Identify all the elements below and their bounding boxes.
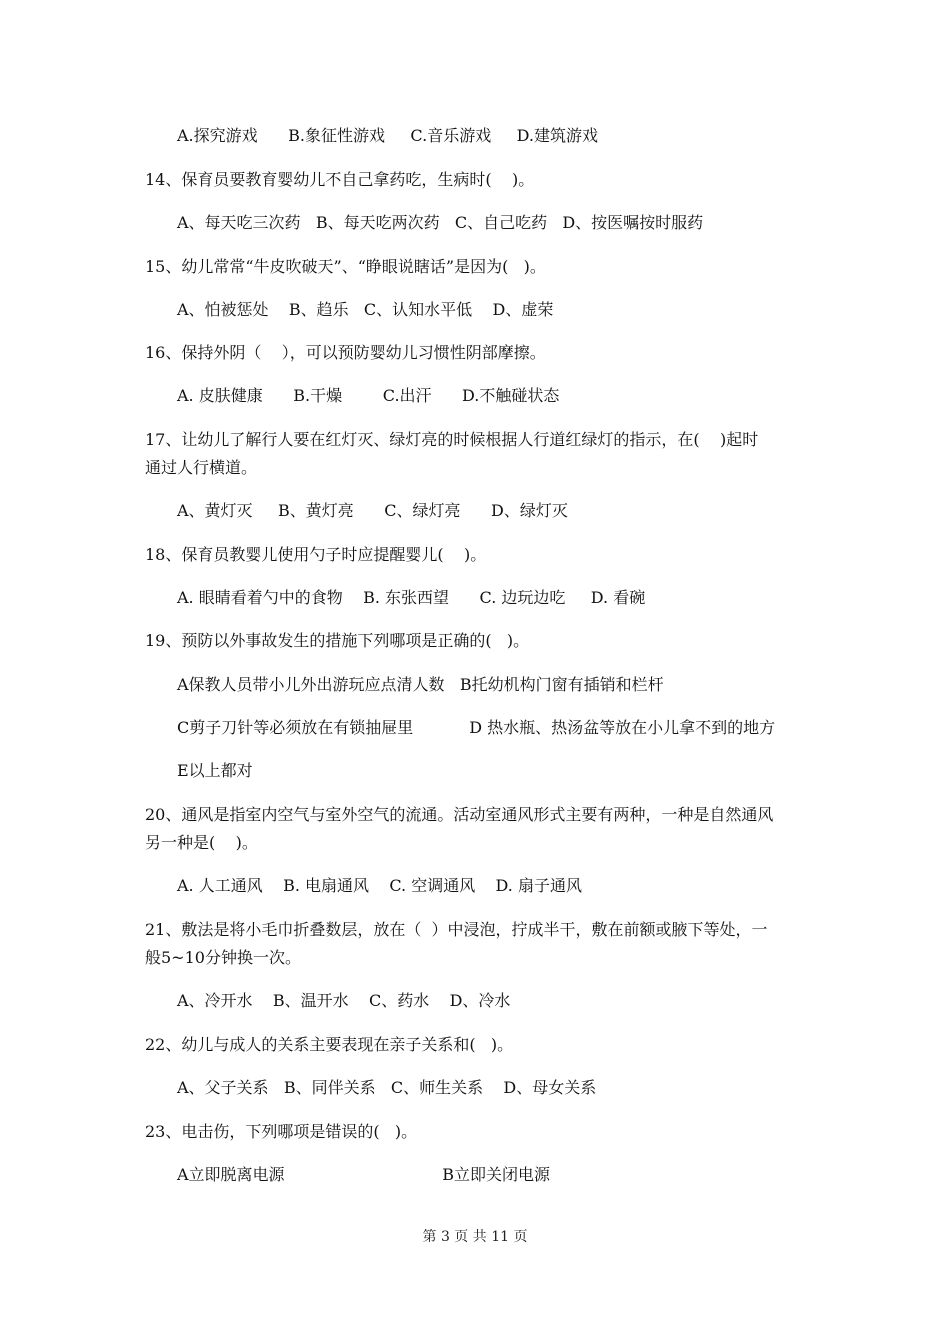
q19-options-line-1: A保教人员带小儿外出游玩应点清人数 B托幼机构门窗有插销和栏杆 (177, 675, 664, 694)
q17-options: A、黄灯灭 B、黄灯亮 C、绿灯亮 D、绿灯灭 (177, 501, 568, 520)
q23-options: A立即脱离电源 B立即关闭电源 (177, 1165, 550, 1184)
q21-options: A、冷开水 B、温开水 C、药水 D、冷水 (177, 991, 511, 1010)
question-22: 22、幼儿与成人的关系主要表现在亲子关系和( )。 (145, 1035, 514, 1054)
q19-options-line-3: E以上都对 (177, 761, 253, 780)
q22-options: A、父子关系 B、同伴关系 C、师生关系 D、母女关系 (177, 1078, 597, 1097)
question-14: 14、保育员要教育婴幼儿不自己拿药吃，生病时( )。 (145, 170, 535, 189)
question-20-line-1: 20、通风是指室内空气与室外空气的流通。活动室通风形式主要有两种，一种是自然通风 (145, 805, 774, 824)
question-16: 16、保持外阴（ ），可以预防婴幼儿习惯性阴部摩擦。 (145, 343, 546, 362)
question-17-line-1: 17、让幼儿了解行人要在红灯灭、绿灯亮的时候根据人行道红绿灯的指示，在( )起时 (145, 430, 759, 449)
question-17-line-2: 通过人行横道。 (145, 458, 258, 477)
question-20-line-2: 另一种是( )。 (145, 833, 258, 852)
q18-options: A. 眼睛看着勺中的食物 B. 东张西望 C. 边玩边吃 D. 看碗 (177, 588, 646, 607)
question-18: 18、保育员教婴儿使用勺子时应提醒婴儿( )。 (145, 545, 487, 564)
question-15: 15、幼儿常常“牛皮吹破天”、“睁眼说瞎话”是因为( )。 (145, 257, 546, 276)
q15-options: A、怕被惩处 B、趋乐 C、认知水平低 D、虚荣 (177, 300, 554, 319)
q19-options-line-2: C剪子刀针等必须放在有锁抽屉里 D 热水瓶、热汤盆等放在小儿拿不到的地方 (177, 718, 776, 737)
question-23: 23、电击伤，下列哪项是错误的( )。 (145, 1122, 418, 1141)
q13-options: A.探究游戏 B.象征性游戏 C.音乐游戏 D.建筑游戏 (177, 126, 598, 145)
page-footer: 第 3 页 共 11 页 (422, 1229, 528, 1245)
q14-options: A、每天吃三次药 B、每天吃两次药 C、自己吃药 D、按医嘱按时服药 (177, 213, 704, 232)
question-21-line-2: 般5~10分钟换一次。 (145, 948, 301, 967)
q16-options: A. 皮肤健康 B.干燥 C.出汗 D.不触碰状态 (177, 386, 560, 405)
q20-options: A. 人工通风 B. 电扇通风 C. 空调通风 D. 扇子通风 (177, 876, 582, 895)
question-19: 19、预防以外事故发生的措施下列哪项是正确的( )。 (145, 631, 530, 650)
question-21-line-1: 21、敷法是将小毛巾折叠数层，放在（ ）中浸泡，拧成半干，敷在前额或腋下等处，一 (145, 920, 768, 939)
